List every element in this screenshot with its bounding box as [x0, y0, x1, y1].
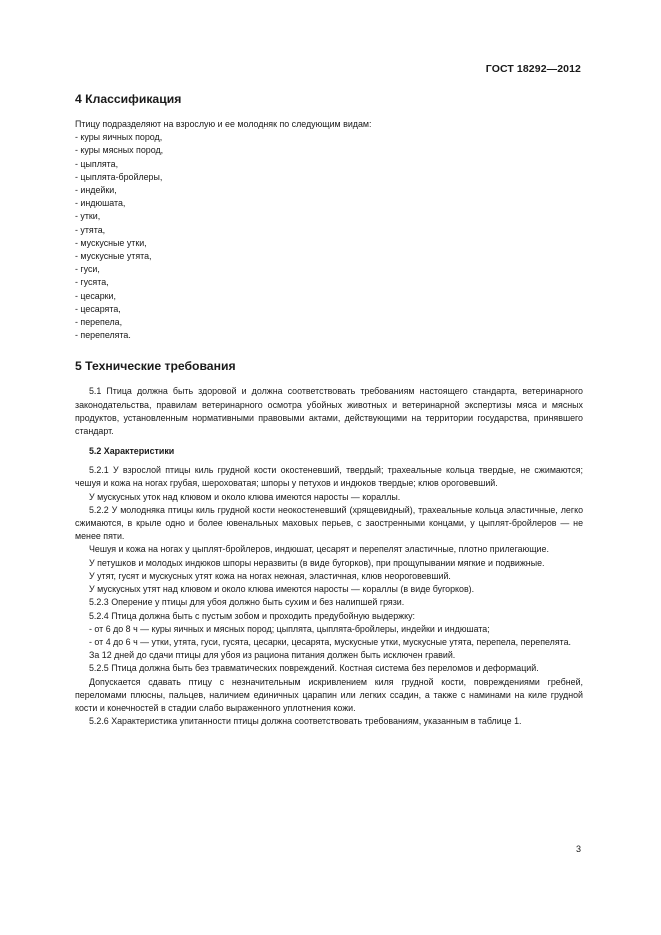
list-item: - индейки, [75, 185, 117, 196]
standard-code: ГОСТ 18292—2012 [485, 63, 581, 75]
list-item: - мускусные утята, [75, 251, 152, 262]
page-number: 3 [575, 844, 581, 854]
list-item: - куры мясных пород, [75, 145, 164, 156]
list-item: - утята, [75, 224, 106, 235]
page-content [75, 92, 583, 728]
paragraph: Допускается сдавать птицу с незначительным искривлением киля грудной кости, повреждениями гребней, переломами плюсны, пальцев, наличием единичных царапин или легких ссадин, а также с наминами на киле грудной кости и конечностей в стадии слабо выраженного уплотнения кожи. [75, 676, 583, 713]
paragraph: 5.2.5 Птица должна быть без травматических повреждений. Костная система без переломов и деформаций. [89, 663, 539, 674]
paragraph: 5.2.2 У молодняка птицы киль грудной кости неокостеневший (хрящевидный), трахеальные кольца эластичные, легко сжимаются, в крыле одно и более ювенальных маховых перьев, с заостренными концами, у цыплят-бройлеров — не менее пяти. [75, 504, 583, 542]
paragraph-5-1: 5.1 Птица должна быть здоровой и должна соответствовать требованиям настоящего стандарта, ветеринарного законодательства, правилам ветеринарного осмотра убойных животных и ветеринарной экспертизы мяса и мясных продуктов, установленным нормативными правовыми актами, действующими на территории государства, принявшего стандарт. [75, 386, 583, 437]
paragraph: 5.2.4 Птица должна быть с пустым зобом и проходить предубойную выдержку: [89, 610, 416, 621]
paragraph: У утят, гусят и мускусных утят кожа на ногах нежная, эластичная, клюв неороговевший. [89, 570, 451, 581]
paragraph: 5.2.1 У взрослой птицы киль грудной кости окостеневший, твердый; трахеальные кольца твердые, не сжимаются; чешуя и кожа на ногах грубая, шероховатая; шпоры у петухов и индюков твердые; клюв ороговевший. [75, 465, 583, 489]
paragraph: 5.2.6 Характеристика упитанности птицы должна соответствовать требованиям, указанным в таблице 1. [89, 716, 522, 727]
list-item: - гусята, [75, 277, 109, 288]
subsection-5-2-title: 5.2 Характеристики [89, 446, 175, 457]
list-item: - цыплята-бройлеры, [75, 171, 163, 182]
paragraph: - от 6 до 8 ч — куры яичных и мясных пород; цыплята, цыплята-бройлеры, индейки и индюшата; [89, 623, 490, 634]
paragraph: - от 4 до 6 ч — утки, утята, гуси, гусята, цесарки, цесарята, мускусные утки, мускусные утята, перепела, перепелята. [89, 636, 572, 647]
list-item: - перепелята. [75, 330, 131, 341]
list-item: - перепела, [75, 317, 123, 328]
paragraph: За 12 дней до сдачи птицы для убоя из рациона питания должен быть исключен гравий. [89, 650, 456, 661]
section-5-title: 5 Технические требования [75, 359, 236, 374]
list-item: - цыплята, [75, 158, 119, 169]
paragraph: У петушков и молодых индюков шпоры неразвиты (в виде бугорков), при прощупывании мягкие и подвижные. [89, 557, 545, 568]
classification-block [75, 118, 583, 342]
requirements-block [75, 385, 583, 728]
paragraph: 5.2.3 Оперение у птицы для убоя должно быть сухим и без налипшей грязи. [89, 597, 405, 608]
paragraph: У мускусных утят над клювом и около клюва имеются наросты — кораллы (в виде бугорков). [89, 584, 475, 595]
list-item: - утки, [75, 211, 101, 222]
list-item: - индюшата, [75, 198, 126, 209]
list-item: - цесарята, [75, 303, 121, 314]
list-item: - цесарки, [75, 290, 116, 301]
list-item: - куры яичных пород, [75, 132, 163, 143]
classification-intro: Птицу подразделяют на взрослую и ее молодняк по следующим видам: [75, 119, 372, 129]
section-4-title: 4 Классификация [75, 92, 182, 106]
list-item: - гуси, [75, 264, 100, 275]
paragraph: Чешуя и кожа на ногах у цыплят-бройлеров, индюшат, цесарят и перепелят эластичные, плотно прилегающие. [89, 544, 549, 555]
list-item: - мускусные утки, [75, 237, 147, 248]
paragraph: У мускусных уток над клювом и около клюва имеются наросты — кораллы. [89, 491, 401, 502]
